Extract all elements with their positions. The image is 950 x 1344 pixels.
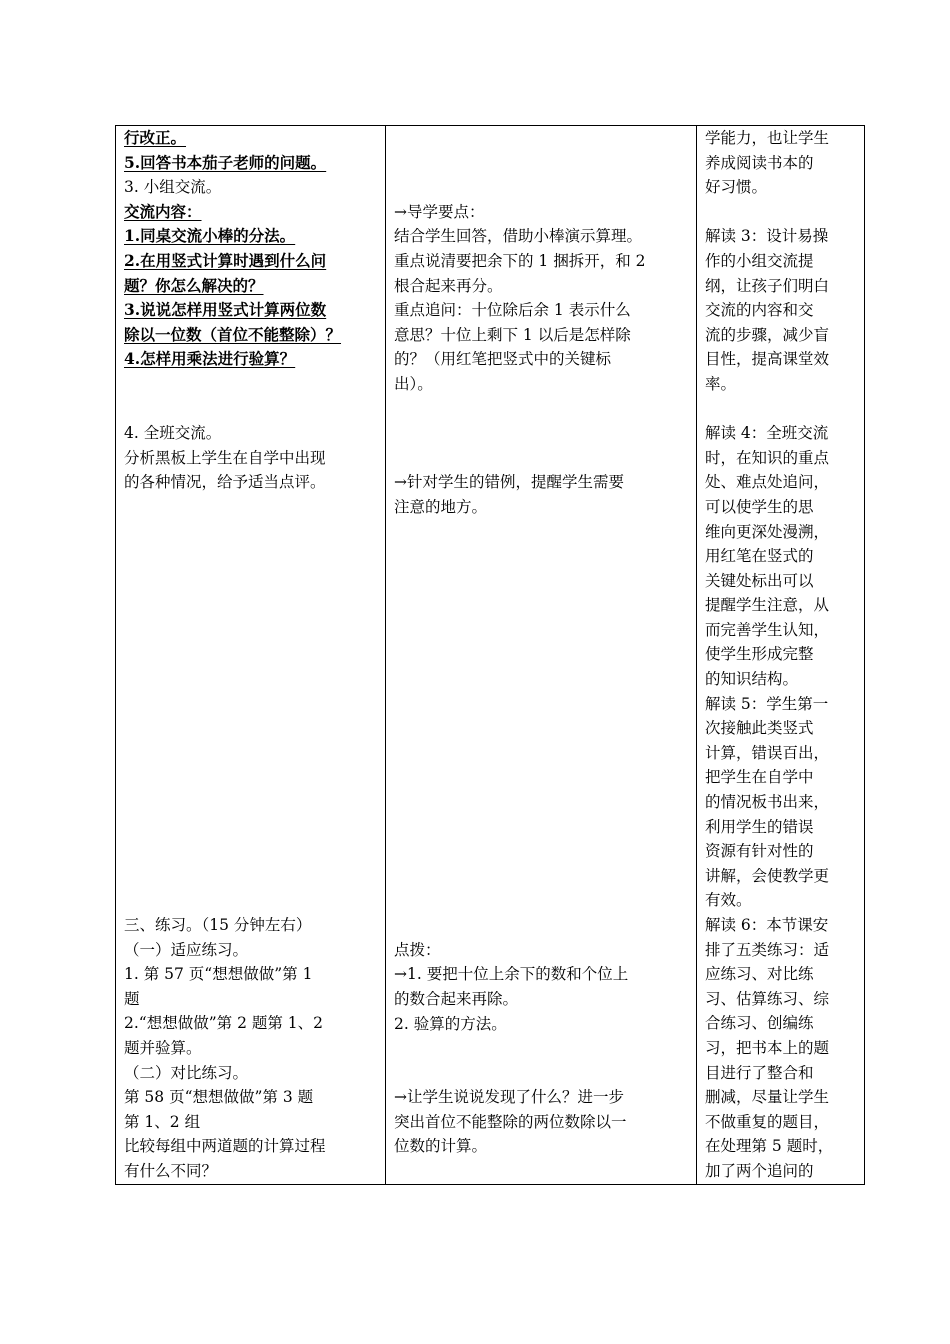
text-line: 目性，提高课堂效: [705, 350, 830, 369]
text-line: 3.说说怎样用竖式计算两位数: [124, 300, 327, 320]
text-line: 有效。: [705, 891, 752, 910]
spacer: [394, 1036, 696, 1085]
text-line: 交流的内容和交: [705, 301, 814, 320]
lesson-plan-table: [115, 125, 865, 1185]
text-line: 关键处标出可以: [705, 571, 814, 590]
text-line: 合练习、创编练: [705, 1014, 814, 1033]
spacer: [705, 397, 864, 422]
student-activity-cell: [116, 126, 386, 1185]
text-line: 行改正。: [124, 128, 187, 147]
text-line: 1.同桌交流小棒的分法。: [124, 226, 296, 246]
text-line: 养成阅读书本的: [705, 153, 814, 172]
table-row: [116, 126, 865, 1185]
spacer: [705, 200, 864, 225]
text-line: 作的小组交流提: [705, 251, 814, 270]
text-line: 时，在知识的重点: [705, 448, 830, 467]
text-line: 第 1、2 组: [124, 1112, 201, 1131]
text-line: 意思？十位上剩下 1 以后是怎样除: [394, 325, 631, 344]
text-line: →1. 要把十位上余下的数和个位上: [394, 965, 629, 984]
text-line: 学能力，也让学生: [705, 129, 830, 147]
text-line: 突出首位不能整除的两位数除以一: [394, 1112, 627, 1131]
spacer: [394, 397, 696, 471]
text-line: 习，把书本上的题: [705, 1038, 830, 1057]
text-line: 位数的计算。: [394, 1137, 488, 1156]
text-line: 题并验算。: [124, 1039, 202, 1058]
spacer: [394, 520, 696, 938]
text-line: 三、练习。（15 分钟左右）: [124, 916, 312, 935]
spacer: [124, 495, 385, 913]
text-line: →针对学生的错例，提醒学生需要: [394, 473, 624, 492]
text-line: 比较每组中两道题的计算过程: [124, 1137, 326, 1156]
text-line: 次接触此类竖式: [705, 719, 814, 738]
text-line: 的知识结构。: [705, 670, 799, 689]
text-line: 4.怎样用乘法进行验算？: [124, 349, 296, 369]
text-line: 3. 小组交流。: [124, 178, 222, 197]
text-line: 用红笔在竖式的: [705, 547, 814, 566]
text-line: 注意的地方。: [394, 497, 488, 516]
text-line: 的？（用红笔把竖式中的关键标: [394, 350, 612, 369]
spacer: [394, 126, 696, 200]
text-line: 在处理第 5 题时，: [705, 1137, 834, 1156]
text-line: 计算，错误百出，: [705, 743, 830, 762]
text-line: 解读 5：学生第一: [705, 694, 829, 713]
text-line: 应练习、对比练: [705, 965, 814, 984]
text-line: 5.回答书本茄子老师的问题。: [124, 152, 327, 172]
text-line: 习、估算练习、综: [705, 989, 830, 1008]
text-line: 排了五类练习：适: [705, 940, 830, 959]
spacer: [124, 372, 385, 421]
design-interpretation-cell: [697, 126, 865, 1185]
text-line: 的情况板书出来，: [705, 793, 830, 812]
text-line: 讲解，会使教学更: [705, 866, 830, 885]
text-line: 提醒学生注意，从: [705, 596, 830, 615]
text-line: （二）对比练习。: [124, 1063, 249, 1082]
text-line: 资源有针对性的: [705, 842, 814, 861]
text-line: 交流内容：: [124, 201, 202, 221]
text-line: 结合学生回答，借助小棒演示算理。: [394, 227, 643, 246]
text-line: 第 58 页“想想做做”第 3 题: [124, 1088, 314, 1107]
text-line: 把学生在自学中: [705, 768, 814, 787]
text-line: 加了两个追问的: [705, 1161, 814, 1180]
text-line: 除以一位数（首位不能整除）？: [124, 324, 342, 344]
text-line: 维向更深处漫溯，: [705, 522, 830, 541]
text-line: 4. 全班交流。: [124, 424, 222, 443]
text-line: 出）。: [394, 374, 433, 393]
text-line: 2.在用竖式计算时遇到什么问: [124, 250, 327, 270]
text-line: （一）适应练习。: [124, 940, 249, 959]
text-line: 的数合起来再除。: [394, 989, 519, 1008]
text-line: 的各种情况，给予适当点评。: [124, 473, 326, 492]
text-line: 目进行了整合和: [705, 1063, 814, 1082]
text-line: 好习惯。: [705, 178, 768, 197]
teacher-guidance-cell: [386, 126, 697, 1185]
text-line: 不做重复的题目，: [705, 1112, 830, 1131]
text-line: 处、难点处追问，: [705, 473, 830, 492]
text-line: 题: [124, 989, 140, 1008]
text-line: 1. 第 57 页“想想做做”第 1: [124, 965, 313, 984]
text-line: 删减，尽量让学生: [705, 1088, 830, 1107]
text-line: 2.“想想做做”第 2 题第 1、2: [124, 1014, 324, 1033]
text-line: 解读 6：本节课安: [705, 916, 829, 934]
text-line: 根合起来再分。: [394, 276, 503, 295]
text-line: 可以使学生的思: [705, 497, 814, 516]
text-line: 而完善学生认知，: [705, 620, 830, 639]
text-line: 使学生形成完整: [705, 645, 814, 664]
text-line: 率。: [705, 374, 737, 393]
text-line: →导学要点：: [394, 202, 485, 221]
text-line: 点拨：: [394, 940, 441, 959]
text-line: 题？你怎么解决的？: [124, 275, 264, 295]
text-line: 解读 3：设计易操: [705, 227, 829, 246]
text-line: 重点追问：十位除后余 1 表示什么: [394, 301, 631, 320]
text-line: 纲，让孩子们明白: [705, 276, 830, 295]
text-line: →让学生说说发现了什么？进一步: [394, 1088, 624, 1107]
text-line: 有什么不同？: [124, 1162, 218, 1181]
text-line: 流的步骤，减少盲: [705, 325, 830, 344]
text-line: 解读 4：全班交流: [705, 424, 829, 443]
text-line: 2. 验算的方法。: [394, 1014, 507, 1033]
text-line: 分析黑板上学生在自学中出现: [124, 448, 326, 467]
text-line: 重点说清要把余下的 1 捆拆开，和 2: [394, 251, 646, 270]
text-line: 利用学生的错误: [705, 817, 814, 836]
